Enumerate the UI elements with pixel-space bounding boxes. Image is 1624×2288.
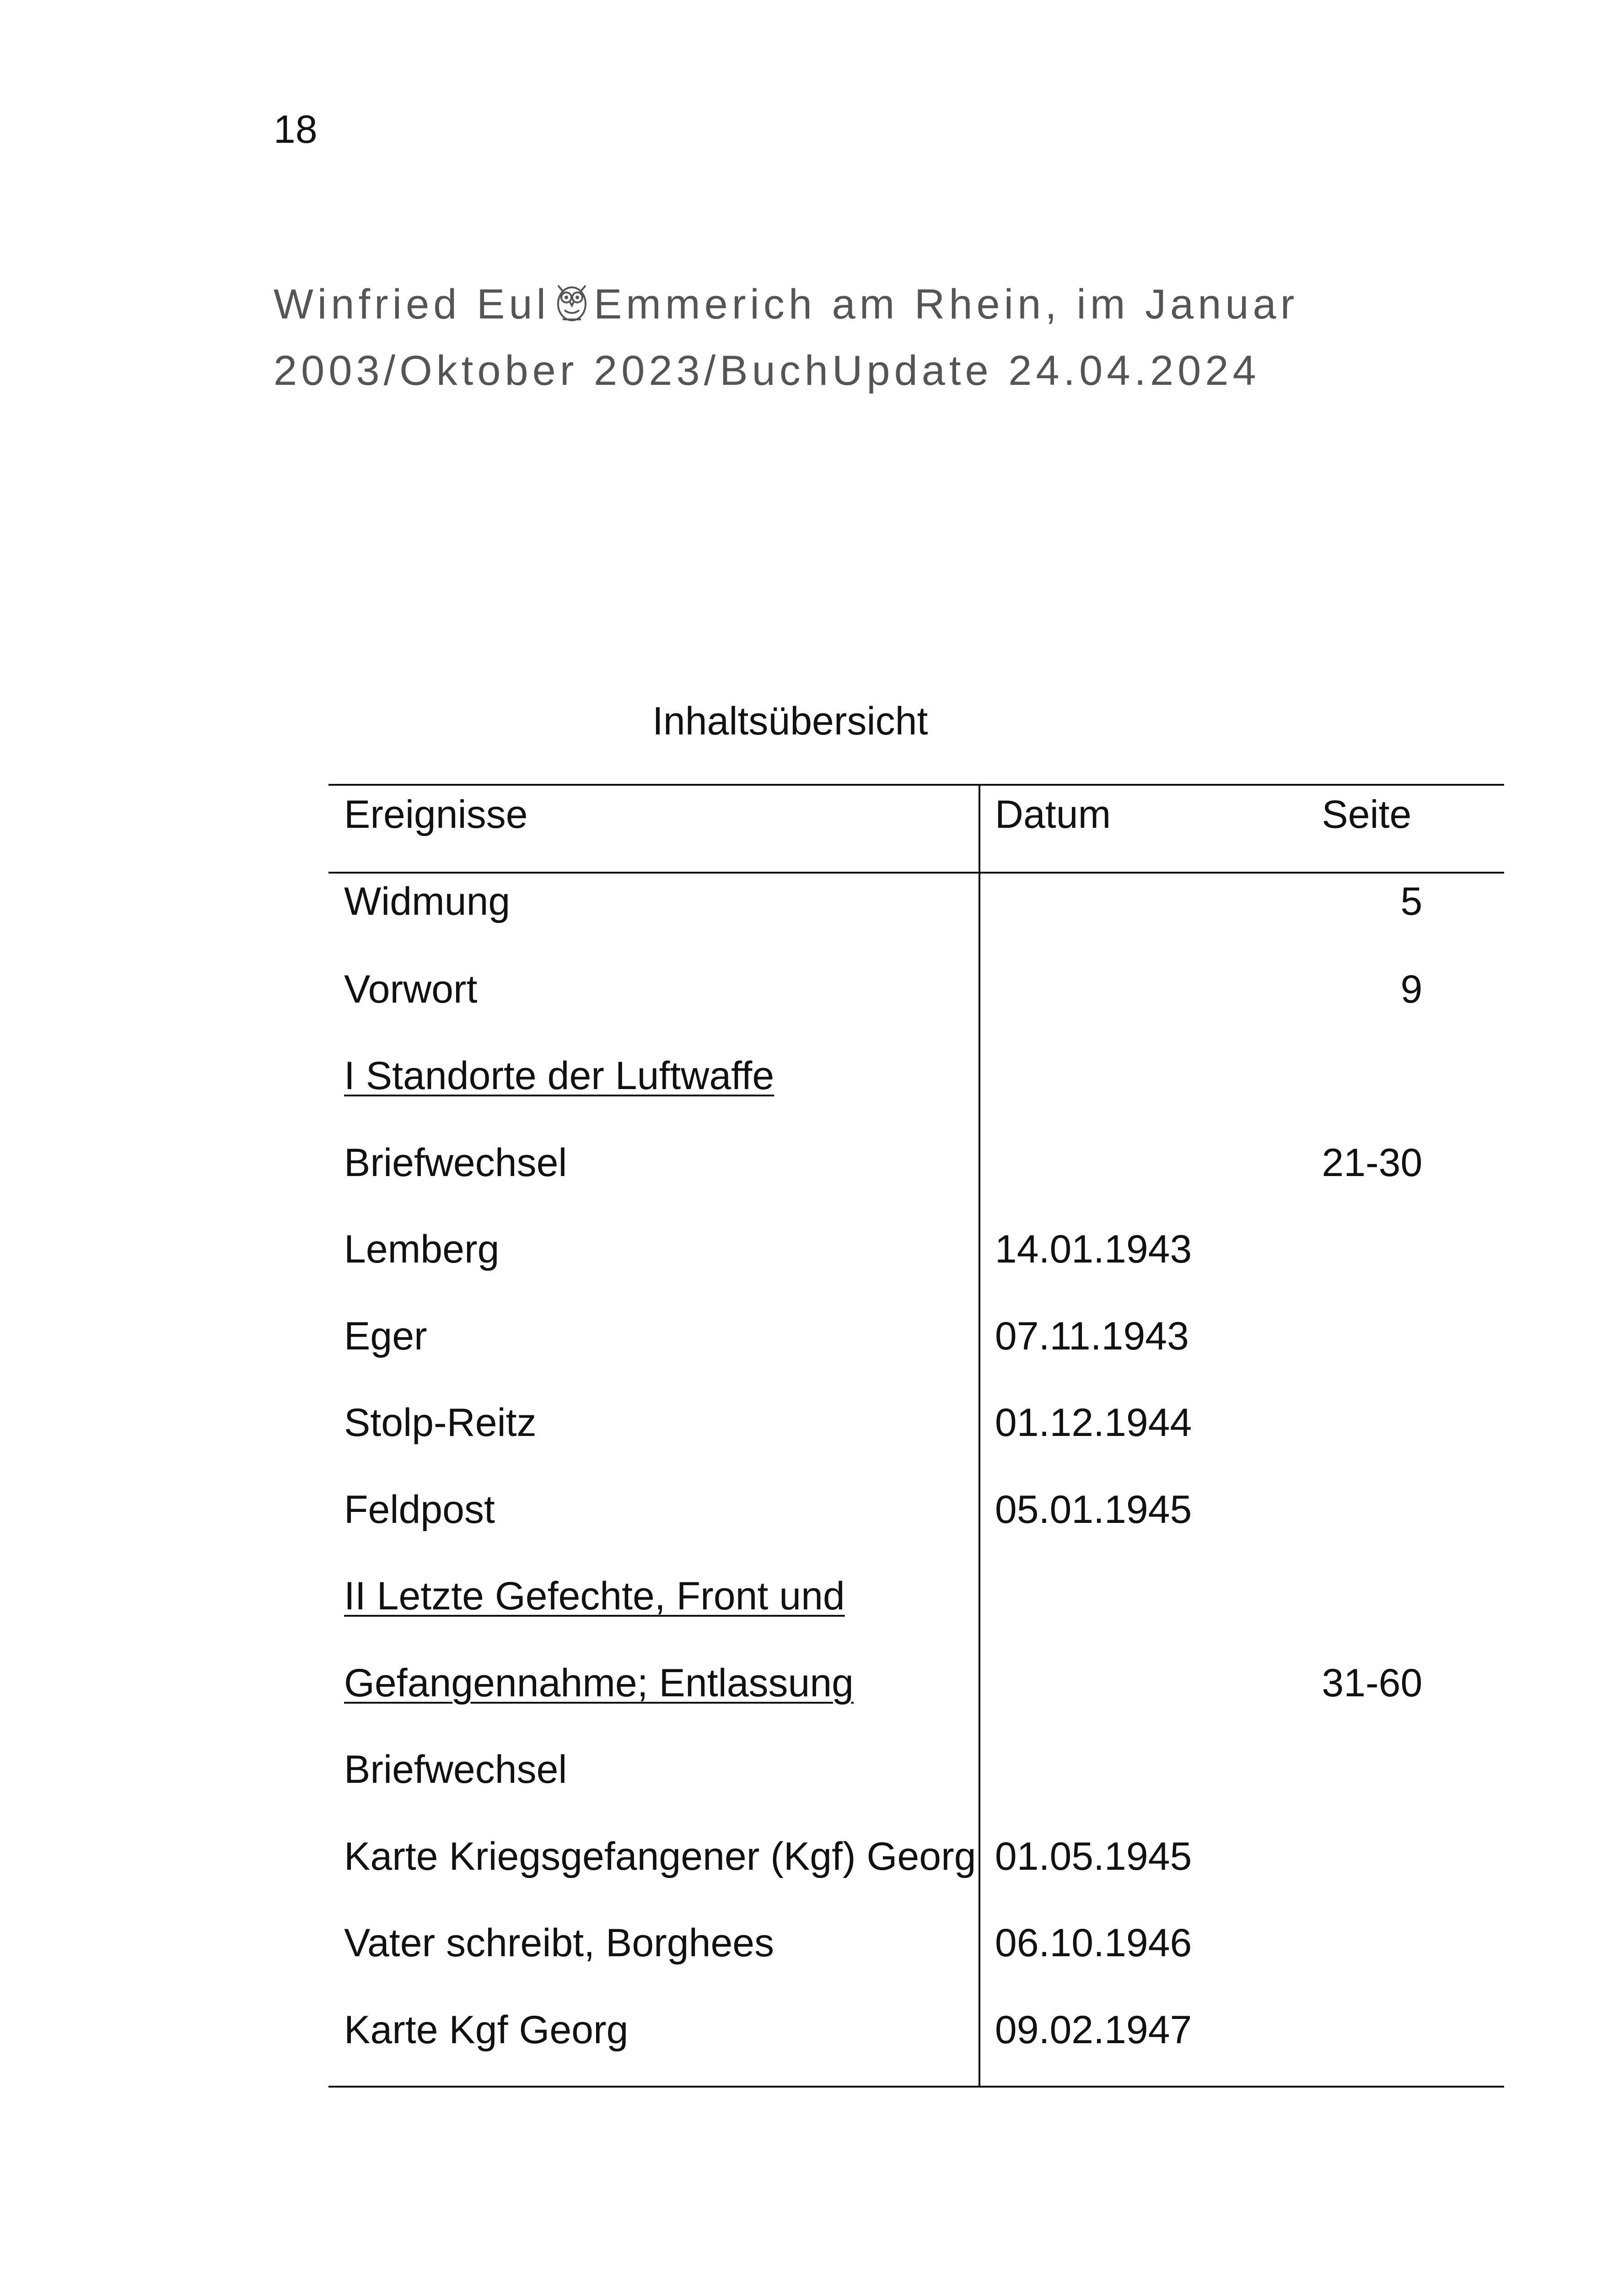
toc-event: [328, 1653, 979, 1740]
toc-event-text: Feldpost: [344, 1487, 495, 1532]
toc-event: [328, 1393, 979, 1480]
toc-date: [979, 1566, 1303, 1653]
toc-event: [328, 1046, 979, 1133]
toc-event: [328, 1566, 979, 1653]
toc-event: [328, 1133, 979, 1220]
place-date-line-2: 2003/Oktober 2023/BuchUpdate 24.04.2024: [274, 347, 1260, 394]
toc-page: [1303, 1306, 1504, 1393]
toc-event-text: Briefwechsel: [344, 1140, 567, 1185]
toc-row: [328, 1480, 1504, 1567]
toc-date: [979, 1653, 1303, 1740]
page-number: 18: [274, 108, 317, 151]
toc-date: 05.01.1945: [979, 1480, 1303, 1567]
toc-event-text: Widmung: [344, 880, 511, 923]
toc-event-text: Eger: [344, 1314, 427, 1358]
header-event: Ereignisse: [328, 785, 979, 873]
toc-event: [328, 960, 979, 1047]
toc-date: 07.11.1943: [979, 1306, 1303, 1393]
toc-row: [328, 1393, 1504, 1480]
toc-page: [1303, 1913, 1504, 2000]
toc-page-text: 9: [1400, 967, 1423, 1011]
toc-page: [1303, 1740, 1504, 1827]
toc-event: [328, 1220, 979, 1306]
toc-date: [979, 960, 1303, 1047]
toc-row: [328, 1220, 1504, 1306]
toc-event: [328, 1740, 979, 1827]
toc-date: 14.01.1943: [979, 1220, 1303, 1306]
owl-icon: [553, 277, 591, 340]
toc-event-text: Vorwort: [344, 967, 478, 1011]
toc-event-text: Stolp-Reitz: [344, 1401, 537, 1445]
toc-page: [1303, 1393, 1504, 1480]
toc-body: [328, 873, 1504, 2087]
place-date-line-1: Emmerich am Rhein, im Januar: [593, 281, 1299, 328]
toc-page-text: 21-30: [1322, 1140, 1423, 1185]
toc-page: [1303, 1480, 1504, 1567]
toc-event-text: Karte Kriegsgefangener (Kgf) Georg: [344, 1834, 976, 1878]
toc-event-text: Vater schreibt, Borghees: [344, 1921, 774, 1965]
toc-page: [1303, 873, 1504, 960]
toc-date: 01.12.1944: [979, 1393, 1303, 1480]
toc-page: [1303, 1566, 1504, 1653]
header-date: Datum: [979, 785, 1303, 873]
author-name: Winfried Eul: [274, 281, 550, 328]
toc-date: [979, 1046, 1303, 1133]
toc-event: [328, 873, 979, 960]
toc-row: [328, 960, 1504, 1047]
toc-table: [328, 784, 1504, 2088]
toc-event: [328, 1306, 979, 1393]
toc-event-text: II Letzte Gefechte, Front und: [344, 1574, 845, 1618]
toc-row: [328, 1913, 1504, 2000]
toc-row: [328, 1653, 1504, 1740]
toc-event-text: Karte Kgf Georg: [344, 2007, 629, 2052]
toc-row: [328, 1133, 1504, 1220]
signature-line-1: [274, 274, 1362, 340]
toc-date: 06.10.1946: [979, 1913, 1303, 2000]
toc-date: [979, 1133, 1303, 1220]
toc-date: 01.05.1945: [979, 1827, 1303, 1914]
toc-event: [328, 2000, 979, 2087]
toc-page-text: 5: [1400, 880, 1423, 923]
header-page: Seite: [1303, 785, 1504, 873]
toc-date: [979, 1740, 1303, 1827]
toc-title: Inhaltsübersicht: [652, 699, 928, 743]
toc-page: [1303, 1220, 1504, 1306]
toc-page: [1303, 1653, 1504, 1740]
toc-page: [1303, 1046, 1504, 1133]
toc-page: [1303, 1827, 1504, 1914]
toc-page: [1303, 2000, 1504, 2087]
toc-header-row: [328, 785, 1504, 873]
toc-page: [1303, 960, 1504, 1047]
toc-row: [328, 1046, 1504, 1133]
toc-event-text: I Standorte der Luftwaffe: [344, 1054, 774, 1098]
toc-page: [1303, 1133, 1504, 1220]
toc-event-text: Gefangennahme; Entlassung: [344, 1661, 854, 1705]
toc-event-text: Lemberg: [344, 1227, 500, 1271]
toc-row: [328, 1827, 1504, 1914]
toc-row: [328, 873, 1504, 960]
author-signature: [274, 274, 1362, 402]
toc-page-text: 31-60: [1322, 1661, 1423, 1705]
toc-row: [328, 1740, 1504, 1827]
toc-event: [328, 1827, 979, 1914]
toc-row: [328, 1566, 1504, 1653]
toc-row: [328, 2000, 1504, 2087]
toc-row: [328, 1306, 1504, 1393]
toc-date: [979, 873, 1303, 960]
toc-event: [328, 1913, 979, 2000]
toc-date: 09.02.1947: [979, 2000, 1303, 2087]
toc-event-text: Briefwechsel: [344, 1748, 567, 1792]
toc-event: [328, 1480, 979, 1567]
